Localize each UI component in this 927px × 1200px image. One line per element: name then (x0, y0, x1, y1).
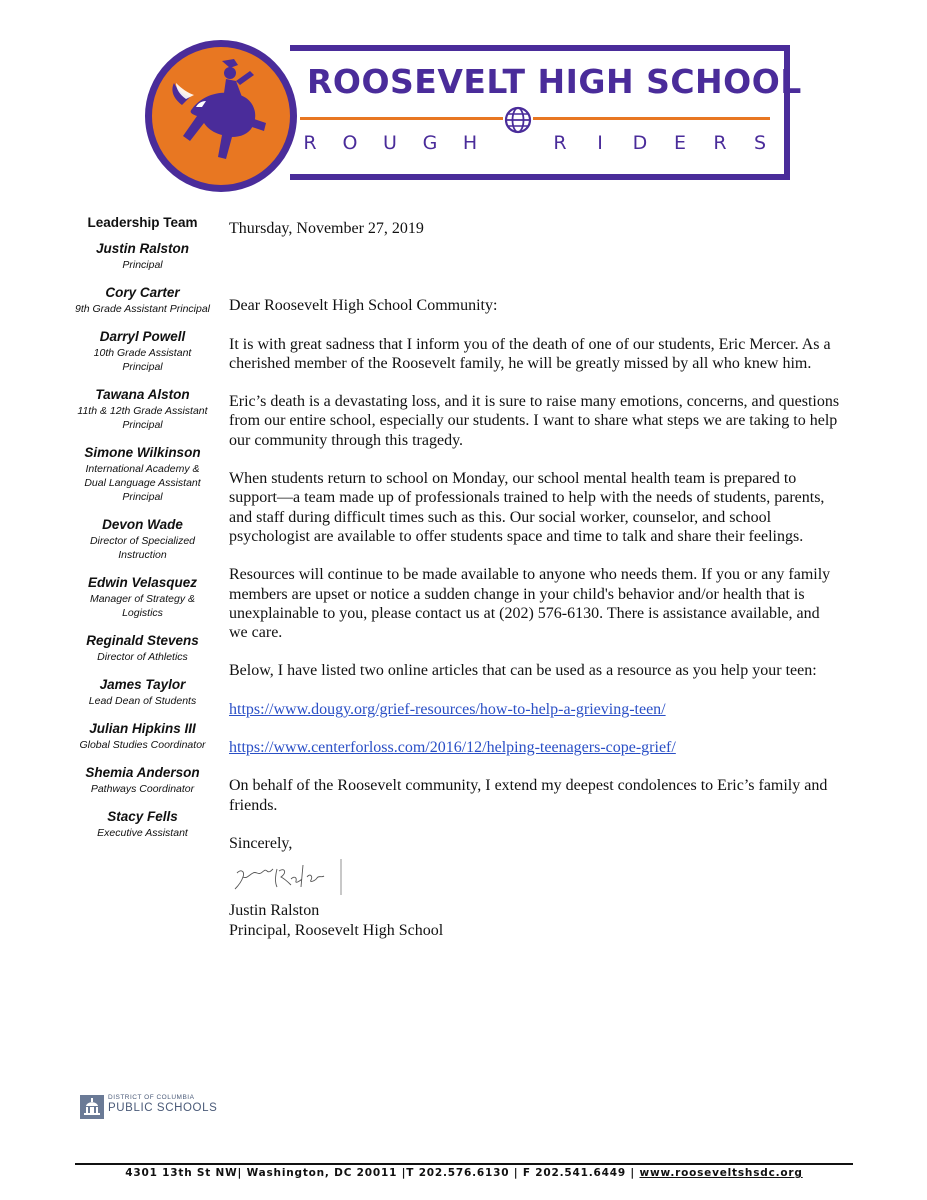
tagline-letter: E (673, 132, 686, 154)
leadership-member (75, 633, 210, 664)
dcps-name: PUBLIC SCHOOLS (108, 1102, 218, 1114)
leadership-member (75, 445, 210, 504)
member-role: 11th & 12th Grade Assistant Principal (77, 405, 208, 431)
letter-paragraph: It is with great sadness that I inform you of the death of one of our students, Eric Mercer. As a cherished member of the Roosevelt family, he will be greatly missed by all who knew him. (229, 335, 831, 372)
leadership-member (75, 517, 210, 562)
tagline-letter: S (753, 132, 767, 154)
footer-divider (75, 1163, 853, 1165)
letter-paragraph: Eric’s death is a devastating loss, and it is sure to raise many emotions, concerns, and questions from our entire school, especially our students. I want to share what steps we are taking to help our community through this tragedy. (229, 393, 840, 449)
leadership-sidebar (75, 214, 210, 853)
letter-salutation: Dear Roosevelt High School Community: (229, 297, 498, 315)
member-role: Director of Athletics (97, 651, 188, 663)
tagline-letter: R (713, 132, 727, 154)
letter-paragraph: Below, I have listed two online articles that can be used as a resource as you help your teen: (229, 662, 817, 680)
school-logo (145, 40, 297, 192)
leadership-member (75, 575, 210, 620)
member-name: James Taylor (99, 677, 186, 692)
member-name: Stacy Fells (107, 809, 178, 824)
letter-paragraph: Resources will continue to be made available to anyone who needs them. If you or any family members are upset or notice a sudden change in your child's behavior and/or health that is unexplainable to you, please contact us at (202) 576-6130. There is assistance available, and we care. (229, 566, 831, 642)
footer-website-link[interactable]: www.rooseveltshsdc.org (639, 1167, 803, 1179)
member-name: Devon Wade (102, 517, 183, 532)
member-name: Cory Carter (105, 285, 180, 300)
tagline-rough-riders (300, 132, 770, 154)
resource-link-dougy[interactable]: https://www.dougy.org/grief-resources/how-to-help-a-grieving-teen/ (229, 700, 666, 718)
tagline-letter: H (462, 132, 478, 154)
tagline-letter: I (597, 132, 603, 154)
member-name: Shemia Anderson (85, 765, 200, 780)
tagline-letter: O (342, 132, 358, 154)
tagline-letter: U (383, 132, 397, 154)
leadership-member (75, 241, 210, 272)
globe-icon (503, 105, 533, 135)
member-role: International Academy & Dual Language Assistant Principal (84, 463, 201, 503)
signer-name: Justin Ralston (229, 902, 320, 920)
resource-link-centerforloss[interactable]: https://www.centerforloss.com/2016/12/helping-teenagers-cope-grief/ (229, 739, 676, 757)
signer-title: Principal, Roosevelt High School (229, 921, 444, 939)
dcps-district-label: DISTRICT OF COLUMBIA (108, 1094, 195, 1101)
member-name: Justin Ralston (95, 241, 189, 256)
member-role: Director of Specialized Instruction (89, 535, 196, 561)
rough-rider-horse-icon (152, 47, 292, 187)
member-role: Executive Assistant (97, 827, 188, 839)
tagline-letter: D (632, 132, 648, 154)
tagline-letter: R (553, 132, 567, 154)
member-name: Simone Wilkinson (84, 445, 201, 460)
member-role: 10th Grade Assistant Principal (93, 347, 192, 373)
letter-closing-paragraph: On behalf of the Roosevelt community, I extend my deepest condolences to Eric’s family and friends. (229, 777, 828, 814)
letter-paragraph: When students return to school on Monday, our school mental health team is prepared to support—a team made up of professionals trained to help with the needs of students, parents, and staff during difficult times such as this. Our social worker, counselor, and school psychologist are available to offer students space and time to talk and share their feelings. (229, 470, 825, 545)
member-role: Manager of Strategy & Logistics (89, 593, 196, 619)
tagline-letter: R (303, 132, 317, 154)
tagline-gap (500, 132, 530, 154)
leadership-member (75, 329, 210, 374)
tagline-letter: G (422, 132, 438, 154)
member-role: 9th Grade Assistant Principal (75, 303, 211, 315)
footer-address: 4301 13th St NW| Washington, DC 20011 |T 202.576.6130 | F 202.541.6449 | (125, 1167, 640, 1179)
letter-body (229, 219, 841, 940)
member-name: Tawana Alston (95, 387, 190, 402)
capitol-icon (80, 1095, 104, 1119)
member-name: Reginald Stevens (86, 633, 199, 648)
member-name: Julian Hipkins III (89, 721, 196, 736)
member-name: Edwin Velasquez (87, 575, 198, 590)
dcps-logo (80, 1093, 218, 1123)
leadership-member (75, 677, 210, 708)
member-name: Darryl Powell (99, 329, 186, 344)
leadership-member (75, 765, 210, 796)
sidebar-title: Leadership Team (87, 215, 198, 230)
member-role: Principal (122, 259, 163, 271)
header-divider (300, 117, 770, 120)
letter-date: Thursday, November 27, 2019 (229, 220, 424, 237)
handwritten-signature (229, 855, 349, 897)
member-role: Pathways Coordinator (90, 783, 195, 795)
member-role: Global Studies Coordinator (79, 739, 206, 751)
leadership-member (75, 809, 210, 840)
leadership-member (75, 721, 210, 752)
letter-sign-off: Sincerely, (229, 834, 293, 852)
school-name: ROOSEVELT HIGH SCHOOL (307, 62, 802, 101)
leadership-member (75, 285, 210, 316)
footer-contact (75, 1167, 853, 1179)
member-role: Lead Dean of Students (88, 695, 197, 707)
leadership-member (75, 387, 210, 432)
